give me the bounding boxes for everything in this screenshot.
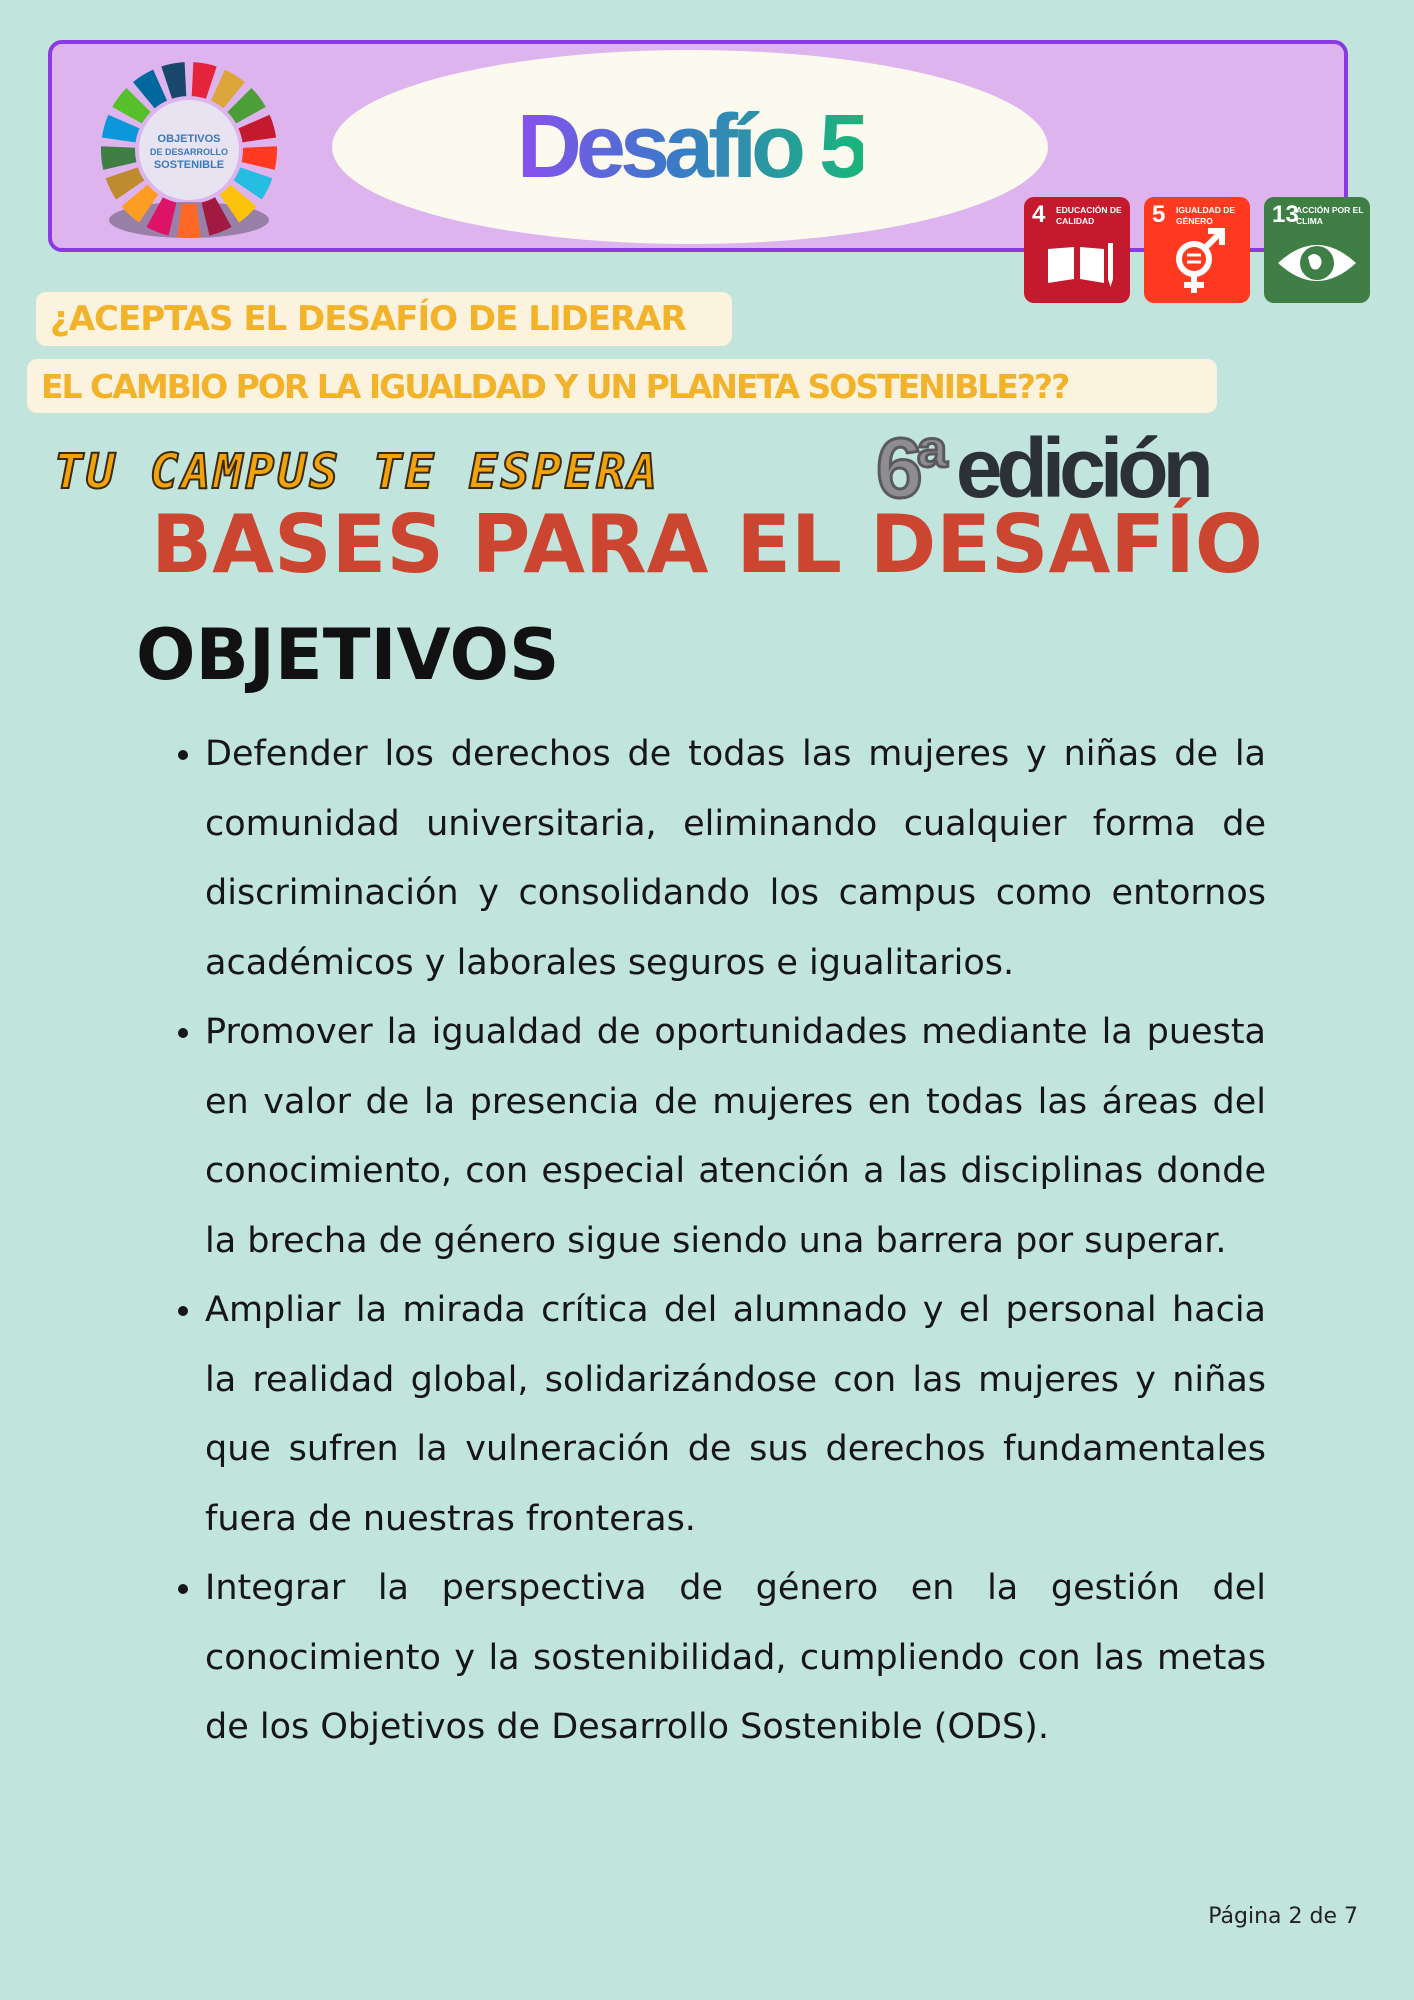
edition-word: edición — [955, 421, 1208, 515]
sdg-tile-label: IGUALDAD DE GÉNERO — [1176, 205, 1236, 226]
tagline-line-1: ¿ACEPTAS EL DESAFÍO DE LIDERAR — [36, 292, 732, 346]
page-title: Desafío 5 — [516, 96, 864, 197]
wheel-segment — [101, 146, 136, 170]
sdg-tile-5 — [1144, 197, 1250, 303]
campus-slogan: TU CAMPUS TE ESPERA — [54, 444, 661, 500]
subsection-title: OBJETIVOS — [136, 614, 560, 696]
sdg-tile-number: 13 — [1272, 201, 1299, 228]
tagline-line-2: EL CAMBIO POR LA IGUALDAD Y UN PLANETA SOSTENIBLE??? — [27, 359, 1217, 413]
earth-eye-icon — [1264, 197, 1370, 303]
objectives-list — [136, 720, 1266, 1763]
logo-line-3: SOSTENIBLE — [153, 159, 225, 171]
sdg-tile-label: EDUCACIÓN DE CALIDAD — [1056, 205, 1122, 226]
section-title: BASES PARA EL DESAFÍO — [151, 498, 1263, 591]
list-item: • Ampliar la mirada crítica del alumnado y el personal hacia la realidad global, solidarizándose con las mujeres y niñas que sufren la vulneración de sus derechos fundamentales fuera de nuestras fronteras. — [205, 1276, 1266, 1554]
sdg-tile-label: ACCIÓN POR EL CLIMA — [1296, 205, 1364, 226]
wheel-segment — [161, 62, 186, 99]
list-item: • Integrar la perspectiva de género en la gestión del conocimiento y la sostenibilidad, cumpliendo con las metas de los Objetivos de Desarrollo Sostenible (ODS). — [205, 1554, 1266, 1763]
logo-line-2: DE DESARROLLO — [149, 147, 229, 157]
list-item: • Defender los derechos de todas las mujeres y niñas de la comunidad universitaria, eliminando cualquier forma de discriminación y consolidando los campus como entornos académicos y laborales seguros e igualitarios. — [205, 720, 1266, 998]
sdg-wheel-logo — [96, 60, 282, 246]
list-item: • Promover la igualdad de oportunidades mediante la puesta en valor de la presencia de mujeres en todas las áreas del conocimiento, con especial atención a las disciplinas donde la brecha de género sigue siendo una barrera por superar. — [205, 998, 1266, 1276]
edition-ordinal: 6ª — [876, 421, 942, 515]
sdg-tile-13 — [1264, 197, 1370, 303]
sdg-tile-4 — [1024, 197, 1130, 303]
sdg-tile-number: 5 — [1152, 201, 1166, 228]
wheel-segment — [242, 146, 277, 170]
page-number: Página 2 de 7 — [1208, 1904, 1358, 1929]
gender-equality-icon — [1144, 197, 1250, 303]
sdg-tile-number: 4 — [1032, 201, 1046, 228]
logo-line-1: OBJETIVOS — [157, 133, 221, 145]
book-pencil-icon — [1024, 197, 1130, 303]
title-oval — [332, 50, 1048, 244]
wheel-segment — [192, 62, 217, 99]
